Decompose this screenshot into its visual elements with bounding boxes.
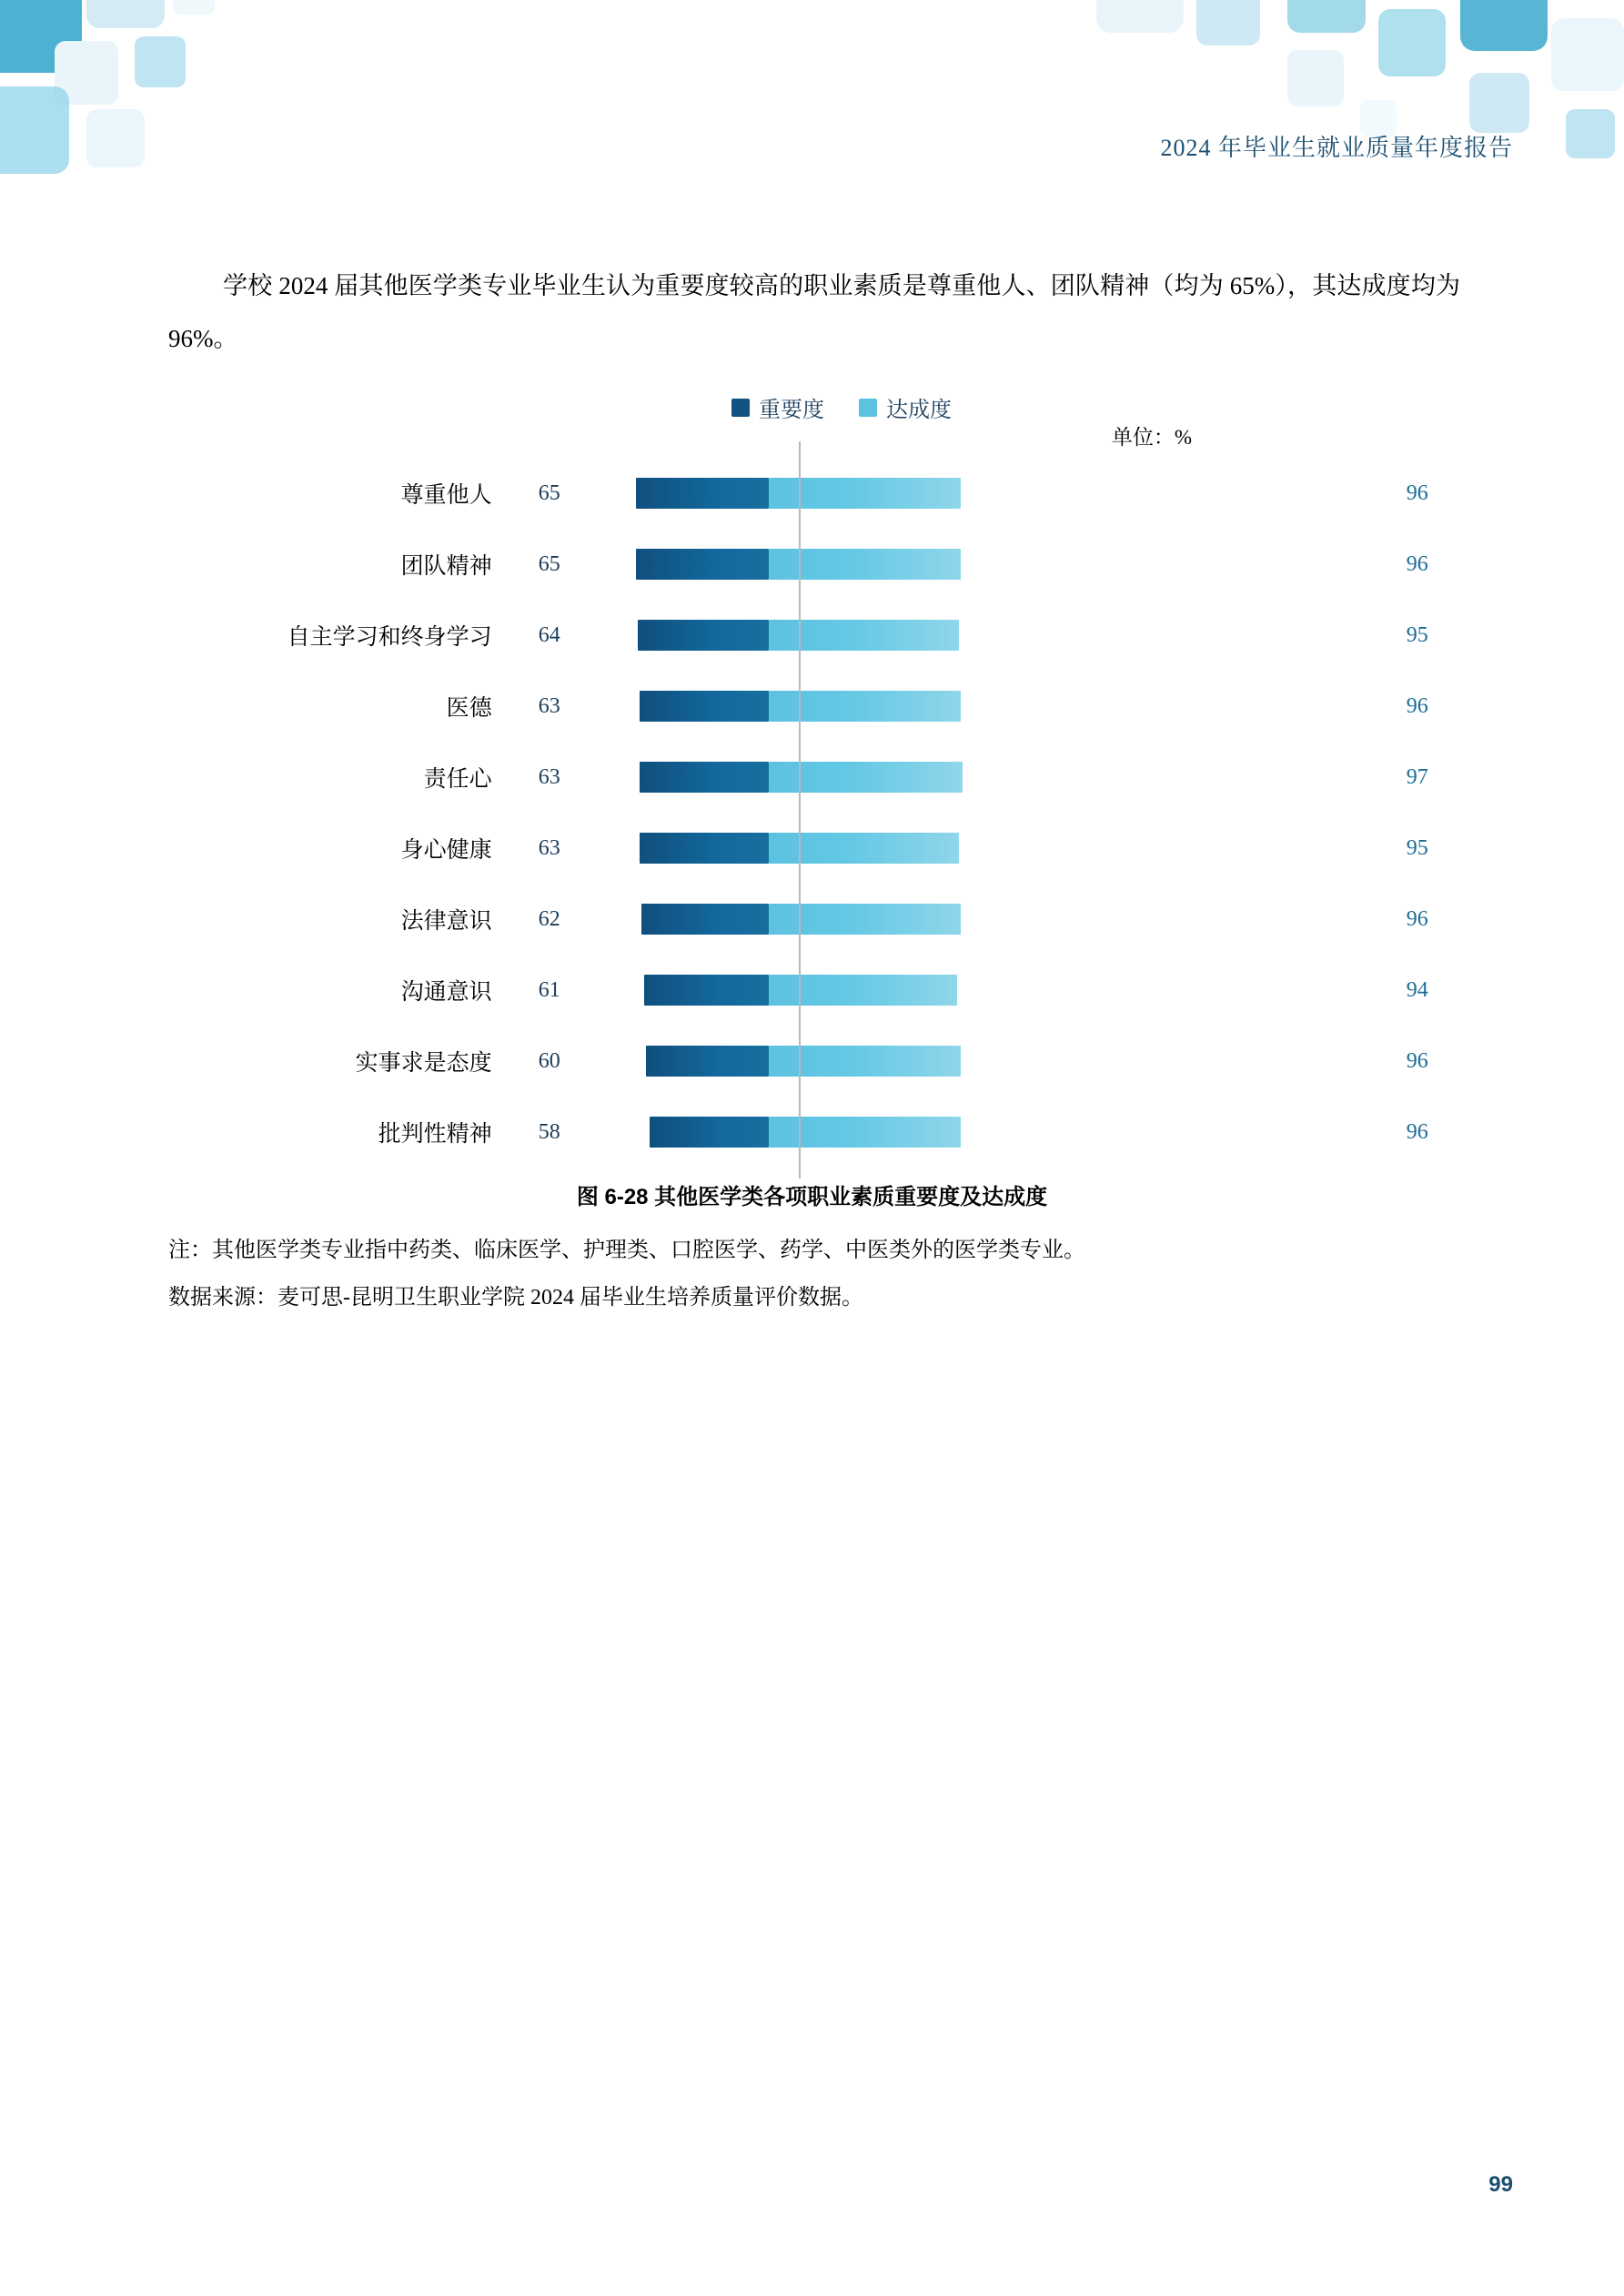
bar-achievement: [769, 620, 959, 651]
chart-category-label: 沟通意识: [400, 980, 492, 1005]
chart-value-achievement: 96: [1406, 1048, 1428, 1073]
chart-row: [168, 600, 1460, 671]
chart-category-label: 尊重他人: [400, 483, 492, 508]
chart-bars: [573, 975, 1392, 1006]
bar-achievement: [769, 691, 961, 722]
chart-row: [168, 529, 1460, 600]
chart-value-importance: 63: [538, 764, 560, 789]
paragraph-text: 学校 2024 届其他医学类专业毕业生认为重要度较高的职业素质是尊重他人、团队精神（均为 65%），其达成度均为 96%。: [168, 272, 1460, 352]
legend-item-achievement: [859, 391, 952, 423]
chart-row: [168, 955, 1460, 1026]
chart-value-importance: 58: [538, 1119, 560, 1144]
chart-bars: [573, 904, 1392, 935]
chart-bars: [573, 549, 1392, 580]
chart-value-achievement: 96: [1406, 693, 1428, 718]
bar-achievement: [769, 975, 957, 1006]
chart-value-achievement: 96: [1406, 480, 1428, 505]
chart-value-achievement: 96: [1406, 551, 1428, 576]
bar-achievement: [769, 1046, 961, 1077]
chart-row: [168, 1026, 1460, 1097]
chart-value-achievement: 95: [1406, 622, 1428, 647]
figure-caption: 图 6-28 其他医学类各项职业素质重要度及达成度: [576, 1185, 1048, 1209]
legend-item-importance: [731, 391, 824, 423]
figure-notes: [168, 1227, 1478, 1321]
chart-value-importance: 61: [538, 977, 560, 1002]
bar-importance: [650, 1117, 769, 1148]
chart-bars: [573, 762, 1392, 793]
chart-value-importance: 63: [538, 693, 560, 718]
note-source: 数据来源：麦可思-昆明卫生职业学院 2024 届毕业生培养质量评价数据。: [168, 1286, 863, 1310]
chart-category-label: 身心健康: [400, 838, 492, 863]
chart-value-importance: 62: [538, 906, 560, 931]
chart-unit-label: 单位：%: [1111, 426, 1192, 449]
page-number: 99: [1488, 2172, 1513, 2197]
bar-achievement: [769, 762, 963, 793]
chart-category-label: 团队精神: [400, 554, 492, 579]
chart-category-label: 责任心: [423, 767, 492, 792]
chart-value-achievement: 96: [1406, 1119, 1428, 1144]
bar-achievement: [769, 833, 959, 864]
chart-row: [168, 813, 1460, 884]
chart-bars: [573, 1046, 1392, 1077]
bar-importance: [640, 691, 769, 722]
legend-label-achievement: 达成度: [886, 399, 952, 422]
chart-row: [168, 742, 1460, 813]
chart-value-achievement: 96: [1406, 906, 1428, 931]
chart-row: [168, 1097, 1460, 1168]
chart-rows: [168, 458, 1460, 1168]
page-header-title: 2024 年毕业生就业质量年度报告: [1160, 135, 1513, 161]
bar-importance: [640, 833, 769, 864]
bar-importance: [646, 1046, 769, 1077]
bar-importance: [638, 620, 769, 651]
chart-category-label: 法律意识: [400, 909, 492, 934]
chart-value-importance: 65: [538, 551, 560, 576]
chart-value-achievement: 97: [1406, 764, 1428, 789]
decorative-squares-top-left: [0, 0, 391, 209]
note-definition: 注：其他医学类专业指中药类、临床医学、护理类、口腔医学、药学、中医类外的医学类专业。: [168, 1239, 1085, 1262]
chart-category-label: 医德: [446, 696, 492, 721]
chart-value-importance: 64: [538, 622, 560, 647]
bar-achievement: [769, 904, 961, 935]
legend-swatch-importance: [731, 399, 750, 417]
bar-achievement: [769, 1117, 961, 1148]
chart-value-achievement: 94: [1406, 977, 1428, 1002]
chart-legend: [223, 391, 1460, 423]
bar-importance: [636, 549, 769, 580]
legend-label-importance: 重要度: [759, 399, 824, 422]
bar-achievement: [769, 549, 961, 580]
chart-row: [168, 458, 1460, 529]
bar-importance: [636, 478, 769, 509]
chart-container: [168, 391, 1460, 1168]
chart-row: [168, 884, 1460, 955]
chart-row: [168, 671, 1460, 742]
chart-value-achievement: 95: [1406, 835, 1428, 860]
decorative-squares-top-right: [1060, 0, 1624, 237]
chart-axis-line: [799, 441, 801, 1178]
chart-category-label: 批判性精神: [378, 1122, 492, 1147]
chart-bars: [573, 478, 1392, 509]
chart-bars: [573, 620, 1392, 651]
legend-swatch-achievement: [859, 399, 877, 417]
chart-value-importance: 60: [538, 1048, 560, 1073]
chart-bars: [573, 1117, 1392, 1148]
body-paragraph: [168, 259, 1460, 365]
bar-importance: [640, 762, 769, 793]
bar-importance: [644, 975, 769, 1006]
chart-bars: [573, 691, 1392, 722]
chart-bars: [573, 833, 1392, 864]
bar-achievement: [769, 478, 961, 509]
chart-category-label: 自主学习和终身学习: [287, 625, 492, 650]
bar-importance: [641, 904, 769, 935]
chart-value-importance: 65: [538, 480, 560, 505]
chart-value-importance: 63: [538, 835, 560, 860]
chart-category-label: 实事求是态度: [355, 1051, 492, 1076]
